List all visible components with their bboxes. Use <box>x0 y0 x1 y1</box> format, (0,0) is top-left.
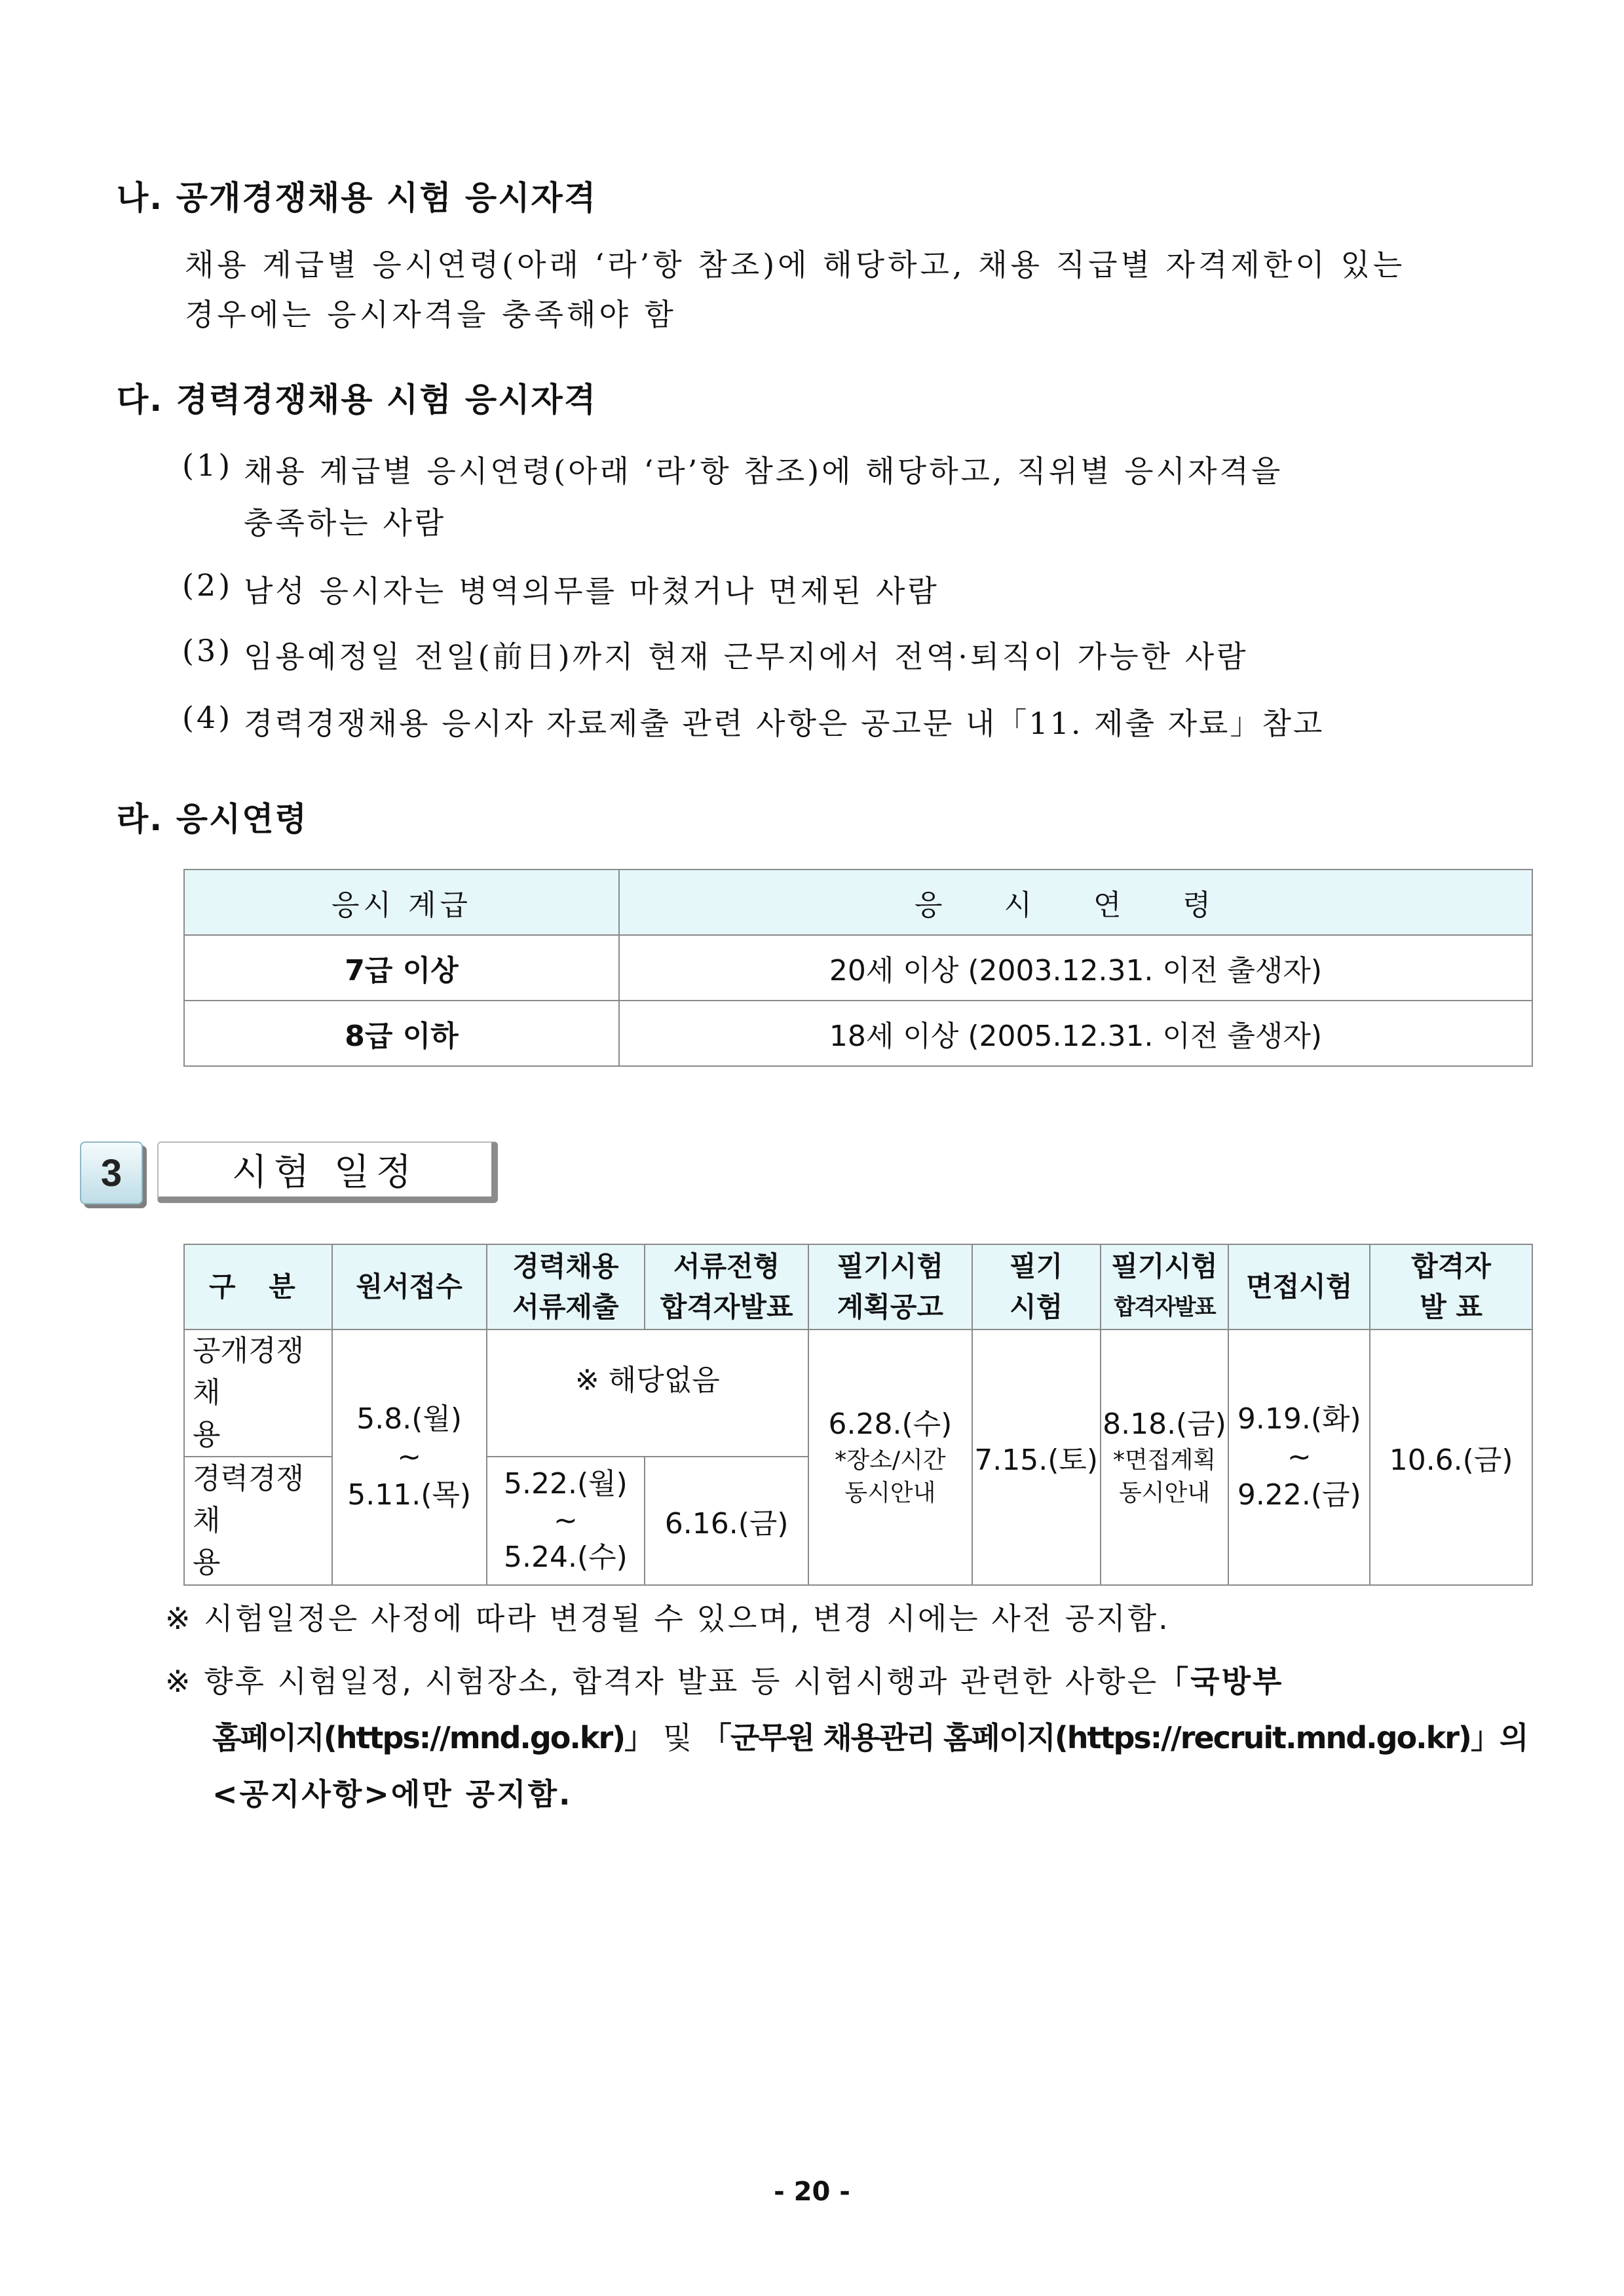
age-row2-grade: 8급 이하 <box>184 1001 619 1066</box>
da-item-4-num: (4) <box>182 700 233 735</box>
table-row <box>184 1001 1532 1066</box>
age-header-grade: 응시 계급 <box>184 870 619 935</box>
table-row <box>184 935 1532 1001</box>
note-2-line2 <box>212 1714 1527 1757</box>
da-item-4-text: 경력경쟁채용 응시자 자료제출 관련 사항은 공고문 내「11. 제출 자료」참고 <box>244 706 1325 741</box>
na-line1: 채용 계급별 응시연령(아래 ‘라’항 참조)에 해당하고, 채용 직급별 자격제한이 있는 <box>185 247 1406 282</box>
heading-ra: 라. 응시연령 <box>117 800 308 838</box>
na-line2: 경우에는 응시자격을 충족해야 함 <box>185 297 677 332</box>
section-number-badge: 3 <box>80 1141 143 1204</box>
header-written-result: 필기시험 합격자발표 <box>1101 1244 1229 1330</box>
da-item-2-num: (2) <box>182 567 233 603</box>
da-item-1-text: 채용 계급별 응시연령(아래 ‘라’항 참조)에 해당하고, 직위별 응시자격을 <box>244 453 1283 489</box>
header-doc-result: 서류전형 합격자발표 <box>645 1244 808 1330</box>
da-item-1-num: (1) <box>182 448 233 483</box>
age-table <box>183 869 1533 1067</box>
heading-da: 다. 경력경쟁채용 시험 응시자격 <box>117 381 597 419</box>
cell-application: 5.8.(월) ~ 5.11.(목) <box>332 1330 487 1585</box>
schedule-header <box>184 1244 1532 1330</box>
cell-written-plan: 6.28.(수) *장소/시간 동시안내 <box>808 1330 972 1585</box>
row-open-label: 공개경쟁 채 용 <box>184 1330 332 1457</box>
age-row2-age: 18세 이상 (2005.12.31. 이전 출생자) <box>619 1001 1532 1066</box>
note-1: ※ 시험일정은 사정에 따라 변경될 수 있으며, 변경 시에는 사전 공지함. <box>165 1601 1170 1636</box>
note-2-mnd-url: 홈페이지(https://mnd.go.kr)」 <box>212 1720 654 1755</box>
note-2-text: ※ 향후 시험일정, 시험장소, 합격자 발표 등 시험시행과 관련한 사항은 <box>165 1664 1159 1699</box>
da-item-3-text: 임용예정일 전일(前日)까지 현재 근무지에서 전역·퇴직이 가능한 사람 <box>244 639 1249 674</box>
page-number: - 20 - <box>774 2177 850 2207</box>
section-title: 시험 일정 <box>157 1141 498 1203</box>
header-final: 합격자 발 표 <box>1370 1244 1532 1330</box>
schedule-table <box>183 1244 1533 1586</box>
da-item-2-text: 남성 응시자는 병역의무를 마쳤거나 면제된 사람 <box>244 573 939 609</box>
cell-final: 10.6.(금) <box>1370 1330 1532 1585</box>
header-written-plan: 필기시험 계획공고 <box>808 1244 972 1330</box>
note-2-mnd: 「국방부 <box>1158 1664 1284 1699</box>
note-2-line1 <box>165 1658 1283 1701</box>
cell-career-docs: 5.22.(월) ~ 5.24.(수) <box>487 1457 645 1585</box>
header-interview: 면접시험 <box>1228 1244 1370 1330</box>
note-2-and: 및 <box>662 1720 692 1755</box>
age-header-age: 응 시 연 령 <box>619 870 1532 935</box>
cell-written-exam: 7.15.(토) <box>972 1330 1101 1585</box>
age-row1-grade: 7급 이상 <box>184 935 619 1001</box>
cell-written-result: 8.18.(금) *면접계획 동시안내 <box>1101 1330 1229 1585</box>
da-item-3-num: (3) <box>182 633 233 668</box>
note-2-line3: <공지사항>에만 공지함. <box>212 1776 573 1812</box>
header-category: 구 분 <box>184 1244 332 1330</box>
row-career-label: 경력경쟁 채 용 <box>184 1457 332 1585</box>
header-career-docs: 경력채용 서류제출 <box>487 1244 645 1330</box>
note-2-recruit-url: 「군무원 채용관리 홈페이지(https://recruit.mnd.go.kr)」의 <box>701 1720 1528 1755</box>
da-item-1-cont: 충족하는 사람 <box>244 505 447 541</box>
cell-interview: 9.19.(화) ~ 9.22.(금) <box>1228 1330 1370 1585</box>
cell-doc-result: 6.16.(금) <box>645 1457 808 1585</box>
heading-na: 나. 공개경쟁채용 시험 응시자격 <box>117 179 597 217</box>
cell-not-applicable: ※ 해당없음 <box>487 1330 808 1457</box>
header-written-exam: 필기 시험 <box>972 1244 1101 1330</box>
header-application: 원서접수 <box>332 1244 487 1330</box>
age-table-header <box>184 870 1532 935</box>
table-row <box>184 1330 1532 1457</box>
age-row1-age: 20세 이상 (2003.12.31. 이전 출생자) <box>619 935 1532 1001</box>
